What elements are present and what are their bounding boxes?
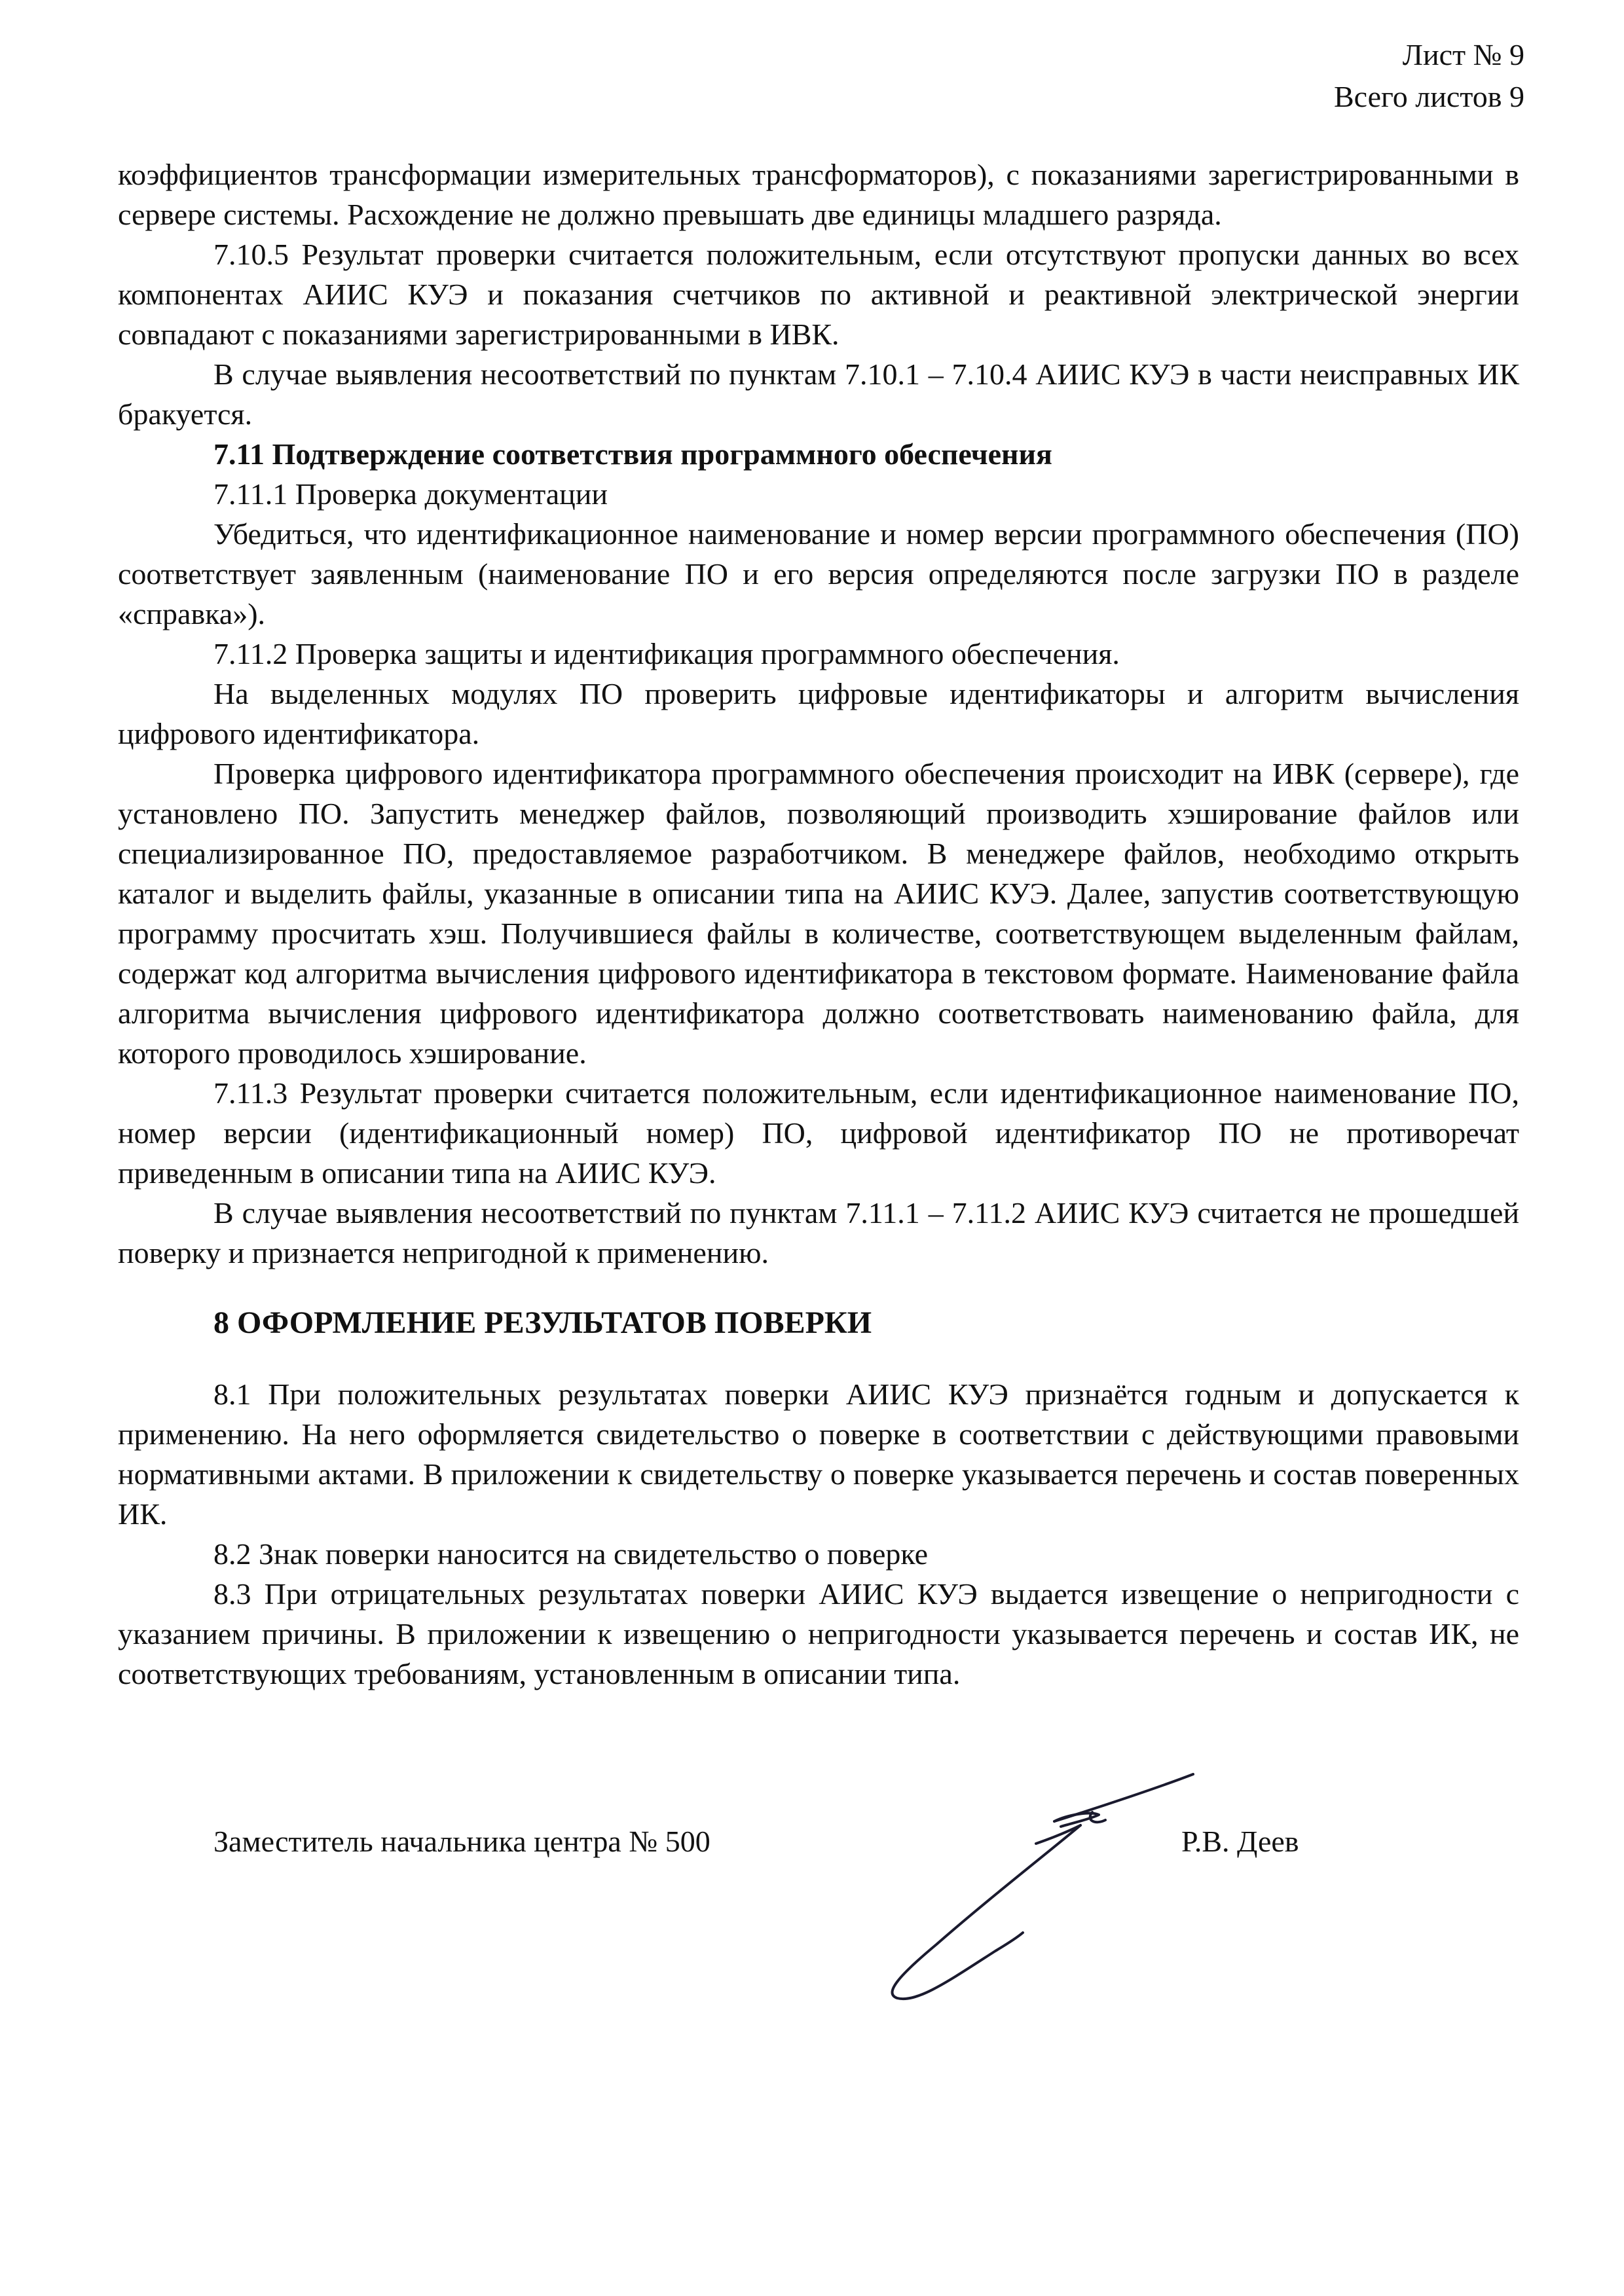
- signer-name: Р.В. Деев: [1181, 1825, 1299, 1858]
- document-body: [118, 155, 1519, 1694]
- paragraph-7-11-2-procedure: Проверка цифрового идентификатора программного обеспечения происходит на ИВК (сервере), где установлено ПО. Запустить менеджер файлов, позволяющий производить хэширование файлов или специализированное ПО, предоставляемое разработчиком. В менеджере файлов, необходимо открыть каталог и выделить файлы, указанные в описании типа на АИИС КУЭ. Далее, запустив соответствующую программу просчитать хэш. Получившиеся файлы в количестве, соответствующем выделенным файлам, содержат код алгоритма вычисления цифрового идентификатора в текстовом формате. Наименование файла алгоритма вычисления цифрового идентификатора должно соответствовать наименованию файла, для которого проводилось хэширование.: [118, 757, 1519, 1070]
- section-title-8: 8 ОФОРМЛЕНИЕ РЕЗУЛЬТАТОВ ПОВЕРКИ: [213, 1305, 872, 1340]
- paragraph-7-11-1: 7.11.1 Проверка документации: [213, 477, 608, 511]
- paragraph-7-10-5: 7.10.5 Результат проверки считается положительным, если отсутствуют пропуски данных во всех компонентах АИИС КУЭ и показания счетчиков по активной и реактивной электрической энергии совпадают с показаниями зарегистрированными в ИВК.: [118, 238, 1519, 351]
- sheet-header: [1334, 34, 1524, 118]
- paragraph-8-2: 8.2 Знак поверки наносится на свидетельство о поверке: [213, 1537, 929, 1571]
- handwritten-signature-icon: [792, 1755, 1211, 2003]
- paragraph-8-1: 8.1 При положительных результатах поверки АИИС КУЭ признаётся годным и допускается к применению. На него оформляется свидетельство о поверке в соответствии с действующими правовыми нормативными актами. В приложении к свидетельству о поверке указывается перечень и состав поверенных ИК.: [118, 1377, 1519, 1531]
- signer-position: Заместитель начальника центра № 500: [213, 1825, 710, 1858]
- paragraph-7-11-nonconformity: В случае выявления несоответствий по пунктам 7.11.1 – 7.11.2 АИИС КУЭ считается не прошедшей поверку и признается непригодной к применению.: [118, 1196, 1519, 1269]
- paragraph-7-11-2: 7.11.2 Проверка защиты и идентификация программного обеспечения.: [213, 637, 1120, 670]
- paragraph-continuation: коэффициентов трансформации измерительных трансформаторов), с показаниями зарегистрированными в сервере системы. Расхождение не должно превышать две единицы младшего разряда.: [118, 158, 1519, 231]
- paragraph-7-11-1-text: Убедиться, что идентификационное наименование и номер версии программного обеспечения (ПО) соответствует заявленным (наименование ПО и его версия определяются после загрузки ПО в разделе «справка»).: [118, 517, 1519, 630]
- paragraph-7-11-3: 7.11.3 Результат проверки считается положительным, если идентификационное наименование ПО, номер версии (идентификационный номер) ПО, цифровой идентификатор ПО не противоречат приведенным в описании типа на АИИС КУЭ.: [118, 1076, 1519, 1190]
- sheet-number: Лист № 9: [1402, 38, 1524, 71]
- paragraph-8-3: 8.3 При отрицательных результатах поверки АИИС КУЭ выдается извещение о непригодности с указанием причины. В приложении к извещению о непригодности указывается перечень и состав ИК, не соответствующих требованиям, установленным в описании типа.: [118, 1577, 1519, 1690]
- subsection-title-7-11: 7.11 Подтверждение соответствия программного обеспечения: [213, 437, 1052, 471]
- paragraph-7-11-2-modules: На выделенных модулях ПО проверить цифровые идентификаторы и алгоритм вычисления цифрового идентификатора.: [118, 677, 1519, 750]
- total-sheets: Всего листов 9: [1333, 80, 1524, 113]
- paragraph-7-10-nonconformity: В случае выявления несоответствий по пунктам 7.10.1 – 7.10.4 АИИС КУЭ в части неисправных ИК бракуется.: [118, 357, 1519, 431]
